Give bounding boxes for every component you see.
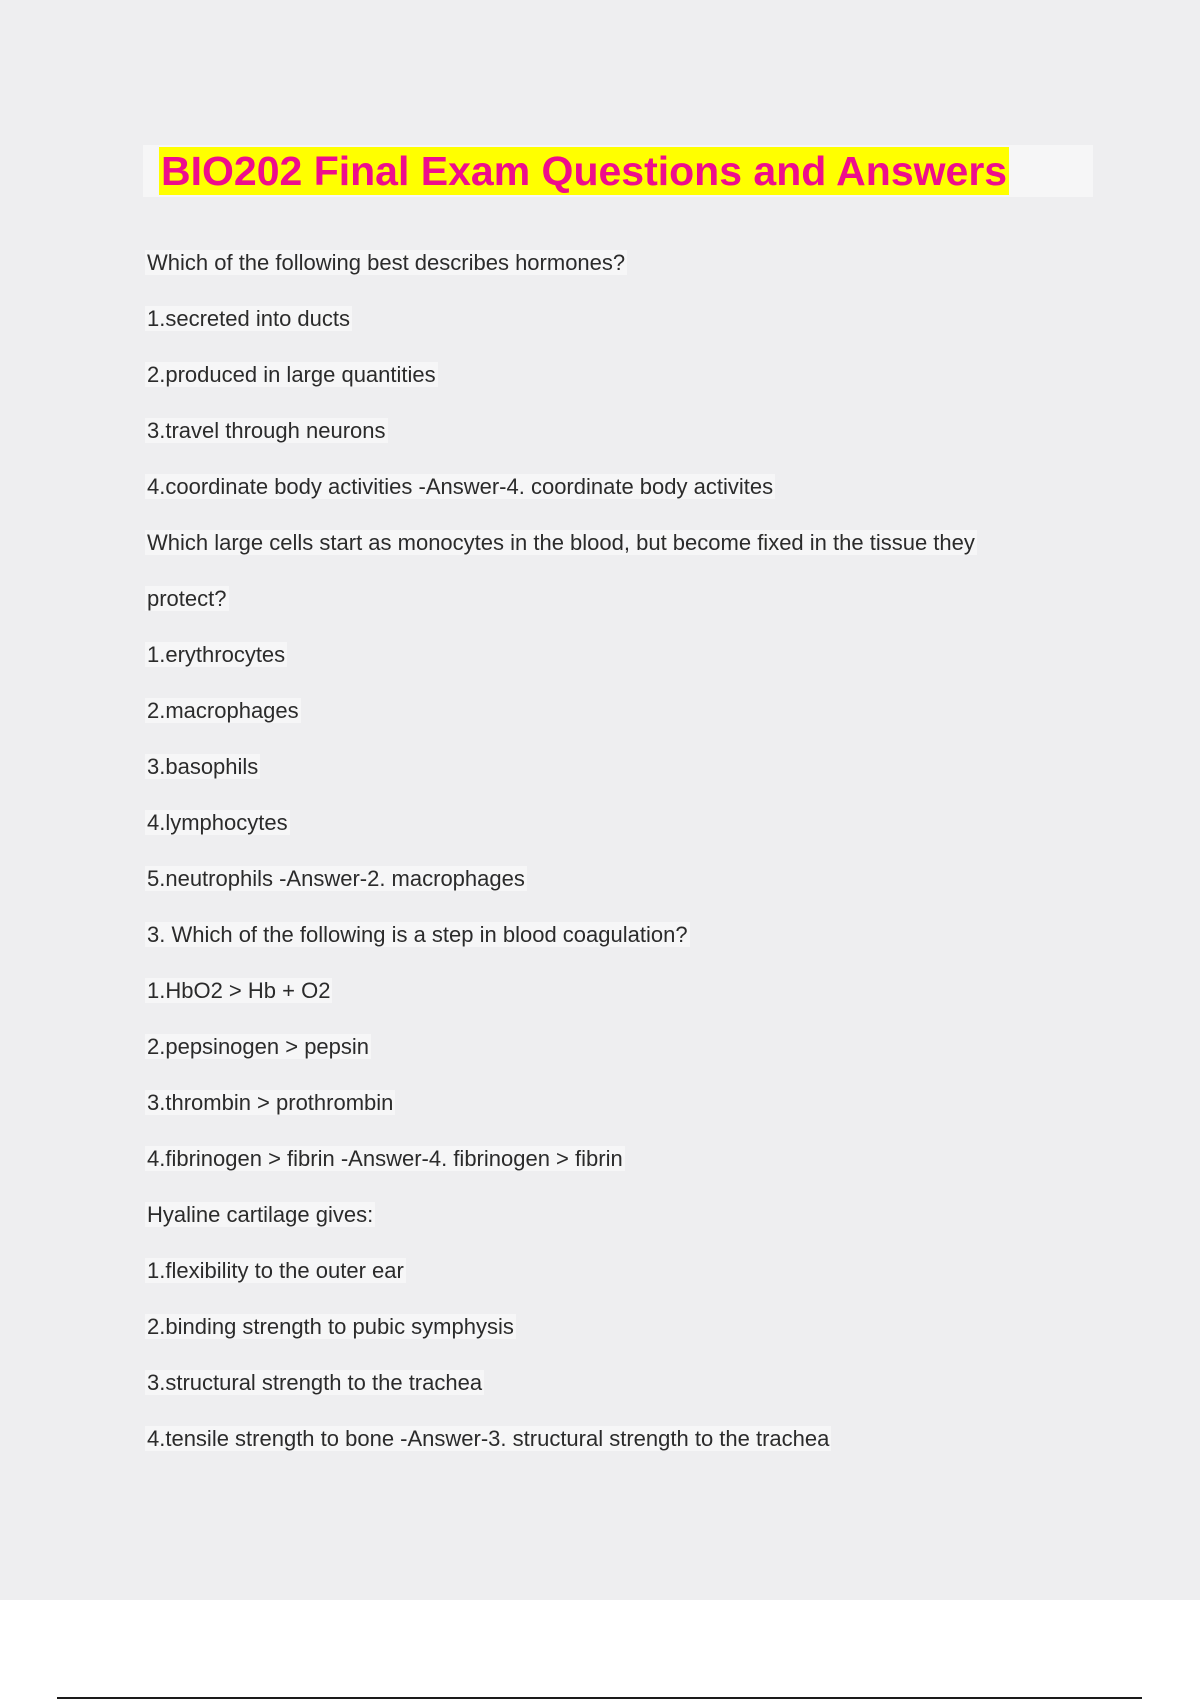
page-title: BIO202 Final Exam Questions and Answers [161, 148, 1008, 194]
answer-option [145, 416, 1085, 472]
answer-option [145, 1368, 1085, 1424]
line-text: 3.structural strength to the trachea [147, 1370, 483, 1395]
answer-option [145, 752, 1085, 808]
line-text: 4.fibrinogen > fibrin -Answer-4. fibrinogen > fibrin [147, 1146, 623, 1171]
question-text [145, 528, 1085, 584]
answer-option [145, 864, 1085, 920]
line-text: 3.travel through neurons [147, 418, 386, 443]
line-text: Hyaline cartilage gives: [147, 1202, 374, 1227]
answer-option [145, 976, 1085, 1032]
title-block [143, 145, 1093, 197]
answer-option [145, 1256, 1085, 1312]
line-text: 4.lymphocytes [147, 810, 288, 835]
answer-option [145, 1312, 1085, 1368]
answer-option [145, 640, 1085, 696]
line-text: 1.erythrocytes [147, 642, 286, 667]
line-text: 1.flexibility to the outer ear [147, 1258, 404, 1283]
line-text: 1.HbO2 > Hb + O2 [147, 978, 331, 1003]
line-text: 3.basophils [147, 754, 259, 779]
line-text: Which large cells start as monocytes in the blood, but become fixed in the tissue they [147, 530, 975, 555]
answer-option [145, 1144, 1085, 1200]
line-text: 3. Which of the following is a step in blood coagulation? [147, 922, 688, 947]
answer-option [145, 808, 1085, 864]
line-text: 2.pepsinogen > pepsin [147, 1034, 370, 1059]
answer-option [145, 696, 1085, 752]
question-text [145, 920, 1085, 976]
answer-option [145, 472, 1085, 528]
question-text [145, 584, 1085, 640]
line-text: 4.tensile strength to bone -Answer-3. structural strength to the trachea [147, 1426, 830, 1451]
line-text: 2.produced in large quantities [147, 362, 436, 387]
question-text [145, 248, 1085, 304]
line-text: Which of the following best describes hormones? [147, 250, 626, 275]
answer-option [145, 1424, 1085, 1480]
answer-option [145, 360, 1085, 416]
question-text [145, 1200, 1085, 1256]
line-text: 2.binding strength to pubic symphysis [147, 1314, 514, 1339]
line-text: 4.coordinate body activities -Answer-4. coordinate body activites [147, 474, 774, 499]
question-list [145, 248, 1085, 1480]
line-text: 3.thrombin > prothrombin [147, 1090, 394, 1115]
footer-divider [57, 1697, 1142, 1699]
answer-option [145, 1088, 1085, 1144]
line-text: 5.neutrophils -Answer-2. macrophages [147, 866, 525, 891]
line-text: protect? [147, 586, 227, 611]
line-text: 1.secreted into ducts [147, 306, 351, 331]
line-text: 2.macrophages [147, 698, 299, 723]
answer-option [145, 304, 1085, 360]
answer-option [145, 1032, 1085, 1088]
